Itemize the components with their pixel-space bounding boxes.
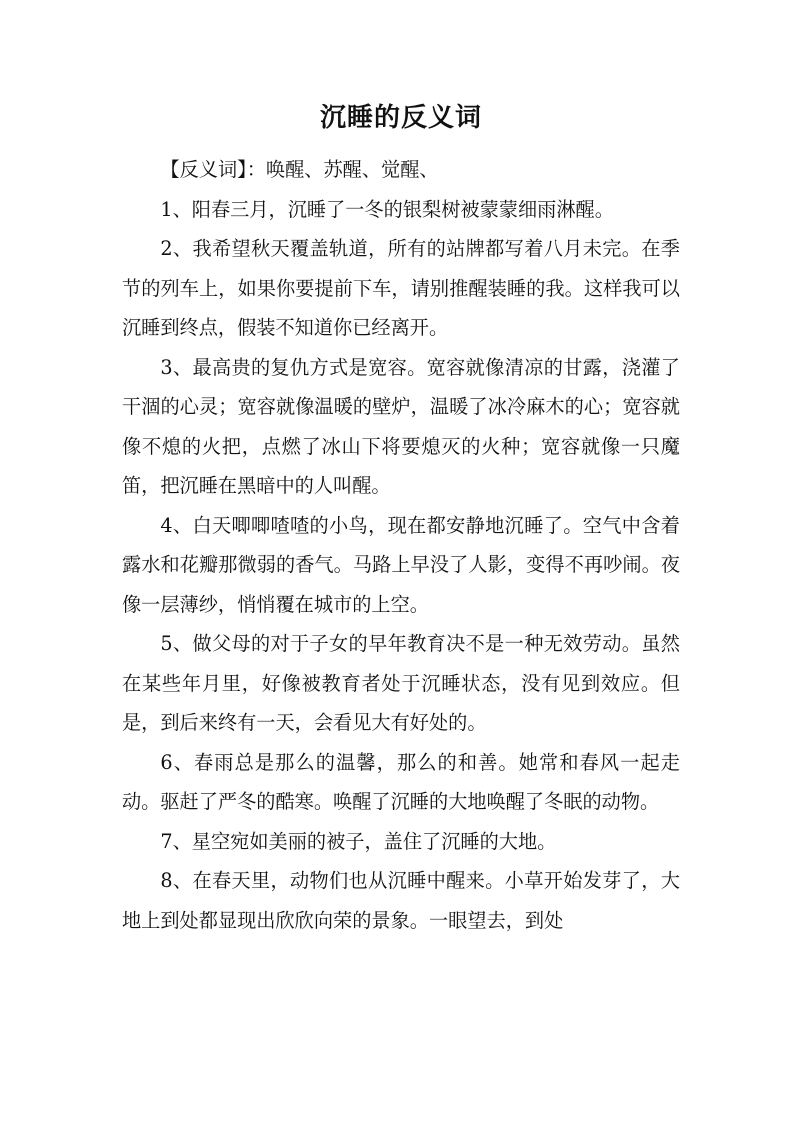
paragraph-5: 5、做父母的对于子女的早年教育决不是一种无效劳动。虽然在某些年月里，好像被教育者处于沉睡状态，没有见到效应。但是，到后来终有一天，会看见大有好处的。 [122,632,680,734]
paragraph-4: 4、白天唧唧喳喳的小鸟，现在都安静地沉睡了。空气中含着露水和花瓣那微弱的香气。马路上早没了人影，变得不再吵闹。夜像一层薄纱，悄悄覆在城市的上空。 [122,513,680,616]
paragraph-2: 2、我希望秋天覆盖轨道，所有的站牌都写着八月未完。在季节的列车上，如果你要提前下车，请别推醒装睡的我。这样我可以沉睡到终点，假装不知道你已经离开。 [122,237,680,339]
paragraph-7: 7、星空宛如美丽的被子，盖住了沉睡的大地。 [160,829,557,853]
paragraph-antonyms: 【反义词】：唤醒、苏醒、觉醒、 [160,158,439,181]
document-title: 沉睡的反义词 [319,103,482,133]
paragraph-6: 6、春雨总是那么的温馨，那么的和善。她常和春风一起走动。驱赶了严冬的酷寒。唤醒了沉睡的大地唤醒了冬眠的动物。 [122,750,680,813]
document-body [122,150,680,940]
paragraph-3: 3、最高贵的复仇方式是宽容。宽容就像清凉的甘露，浇灌了干涸的心灵；宽容就像温暖的壁炉，温暖了冰冷麻木的心；宽容就像不熄的火把，点燃了冰山下将要熄灭的火种；宽容就像一只魔笛，把沉睡在黑暗中的人叫醒。 [122,355,680,497]
paragraph-8: 8、在春天里，动物们也从沉睡中醒来。小草开始发芽了，大地上到处都显现出欣欣向荣的景象。一眼望去，到处 [122,869,680,932]
paragraph-1: 1、阳春三月，沉睡了一冬的银梨树被蒙蒙细雨淋醒。 [160,197,614,221]
